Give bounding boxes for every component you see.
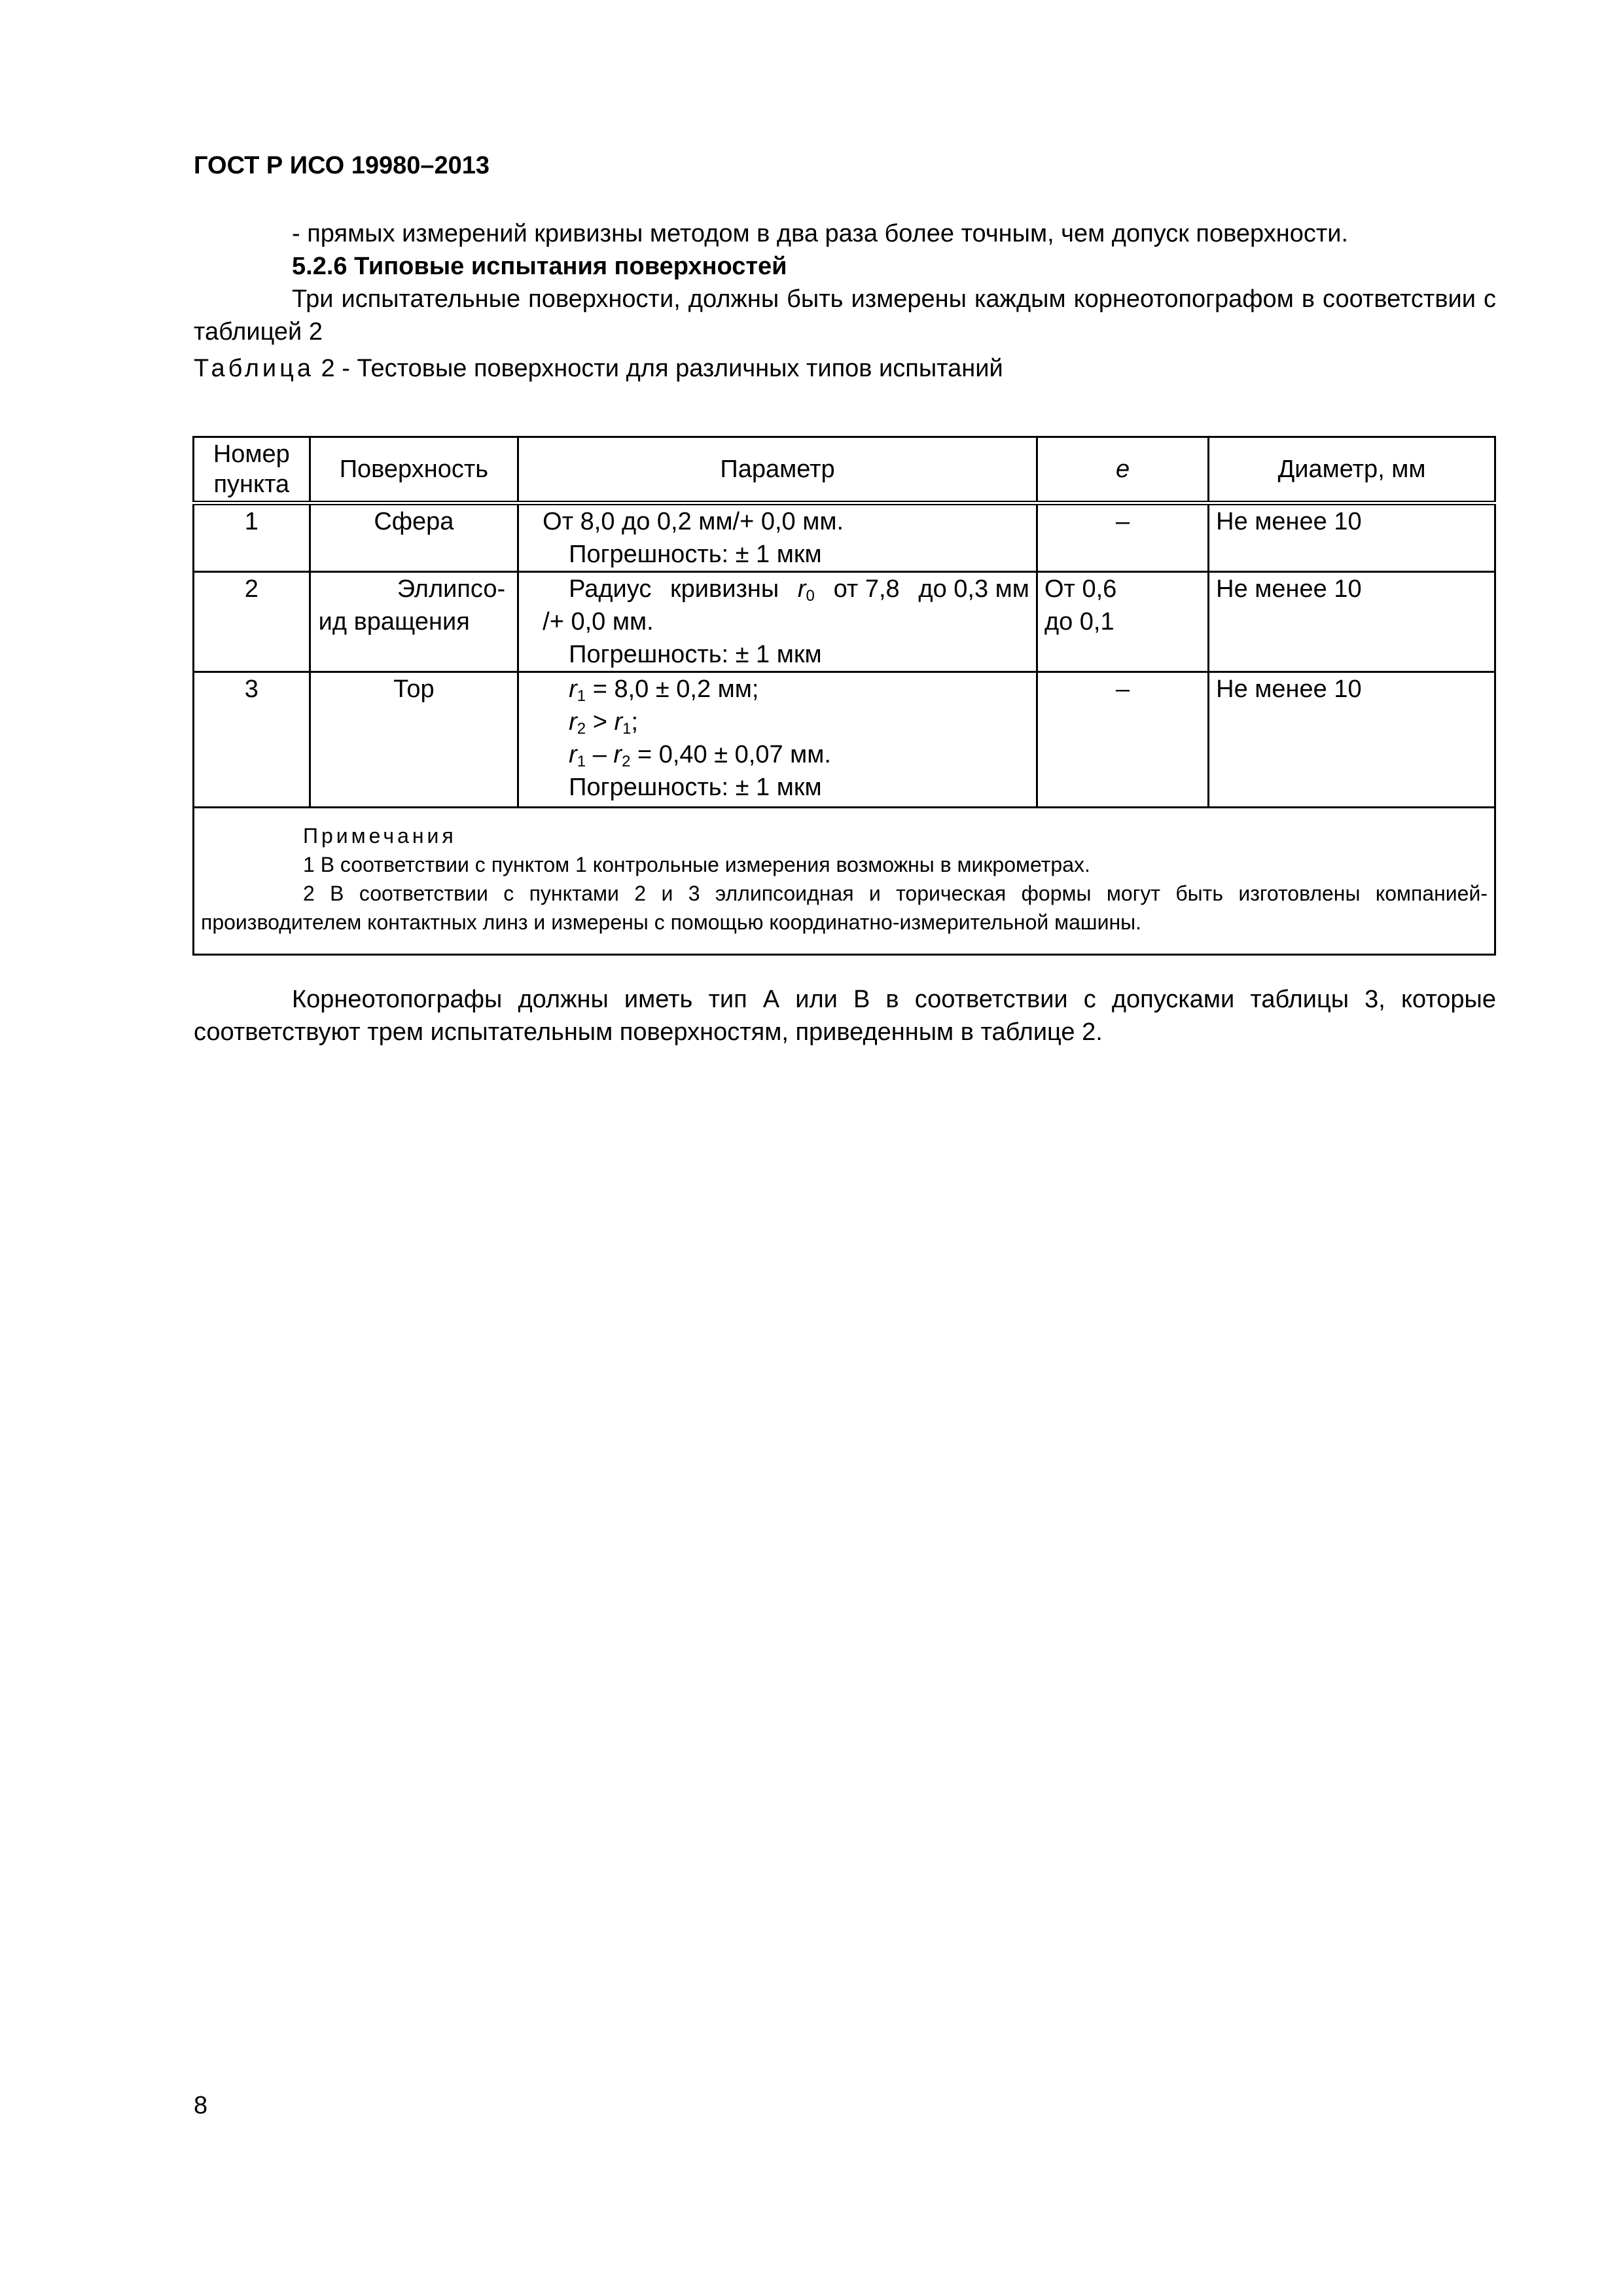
paragraph-curvature: - прямых измерений кривизны методом в два раза более точным, чем допуск поверхности. [292,220,1349,247]
e-line: От 0,6 [1044,575,1117,603]
cell-e: – [1037,503,1208,572]
cell-parameter [518,572,1037,672]
cell-num: 2 [194,572,310,672]
param-line: Погрешность: ± 1 мкм [569,641,822,668]
param-word: Радиус [569,575,652,603]
surface-line: ид вращения [318,608,470,636]
header-surface: Поверхность [310,437,518,503]
page-header-standard: ГОСТ Р ИСО 19980–2013 [194,152,490,179]
notes-title: Примечания [303,824,457,848]
paragraph-topographer-types: Корнеотопографы должны иметь тип А или В в соответствии с допусками таблицы 3, которые соответствуют трем испытательным поверхностям, приведенным в таблице 2. [194,986,1496,1046]
test-surfaces-table [192,436,1496,956]
cell-diameter: Не менее 10 [1209,503,1495,572]
table-row [194,503,1495,572]
cell-diameter: Не менее 10 [1209,572,1495,672]
cell-e [1037,572,1208,672]
cell-num: 3 [194,672,310,808]
param-radius-symbol: $r_0$ [797,575,815,605]
param-line: $r_2 > r_1$; [569,708,639,738]
param-line [526,573,1029,605]
header-parameter: Параметр [518,437,1037,503]
surface-line: Эллипсо- [397,575,506,603]
page-number: 8 [194,2092,208,2119]
cell-surface [310,572,518,672]
param-word: до 0,3 мм [918,575,1029,603]
cell-surface: Тор [310,672,518,808]
note-1: 1 В соответствии с пунктом 1 контрольные измерения возможны в микрометрах. [303,853,1090,876]
header-num-line2: пункта [213,471,290,498]
param-line: /+ 0,0 мм. [543,608,654,636]
param-line: Погрешность: ± 1 мкм [569,774,822,801]
cell-parameter [518,503,1037,572]
header-diameter: Диаметр, мм [1209,437,1495,503]
cell-parameter [518,672,1037,808]
param-word: от 7,8 [833,575,900,603]
header-item-number [194,437,310,503]
table-caption [194,352,1003,385]
note-2: 2 В соответствии с пунктами 2 и 3 эллипсоидная и торическая формы могут быть изготовлены компанией-производителем контактных линз и измерены с помощью координатно-измерительной машины. [201,882,1488,934]
cell-num: 1 [194,503,310,572]
header-e [1037,437,1208,503]
param-line: От 8,0 до 0,2 мм/+ 0,0 мм. [543,508,844,535]
cell-diameter: Не менее 10 [1209,672,1495,808]
section-heading: 5.2.6 Типовые испытания поверхностей [292,253,787,280]
table-row [194,572,1495,672]
param-line: $r_1 = 8,0 \pm 0,2$ мм; [569,675,759,705]
table-header-row [194,437,1495,503]
cell-e: – [1037,672,1208,808]
e-line: до 0,1 [1044,608,1115,636]
table-notes [194,808,1495,955]
table-notes-row [194,808,1495,955]
param-line: Погрешность: ± 1 мкм [569,541,822,568]
header-num-line1: Номер [213,440,290,468]
header-e-symbol: e [1115,456,1130,483]
param-word: кривизны [670,575,779,603]
param-line: $r_1 - r_2 = 0,40 \pm 0,07$ мм. [569,741,831,770]
table-row [194,672,1495,808]
table-caption-text: 2 - Тестовые поверхности для различных типов испытаний [314,355,1003,382]
cell-surface: Сфера [310,503,518,572]
table-caption-label: Таблица [194,355,314,382]
paragraph-test-surfaces: Три испытательные поверхности, должны быть измерены каждым корнеотопографом в соответствии с таблицей 2 [194,285,1496,346]
